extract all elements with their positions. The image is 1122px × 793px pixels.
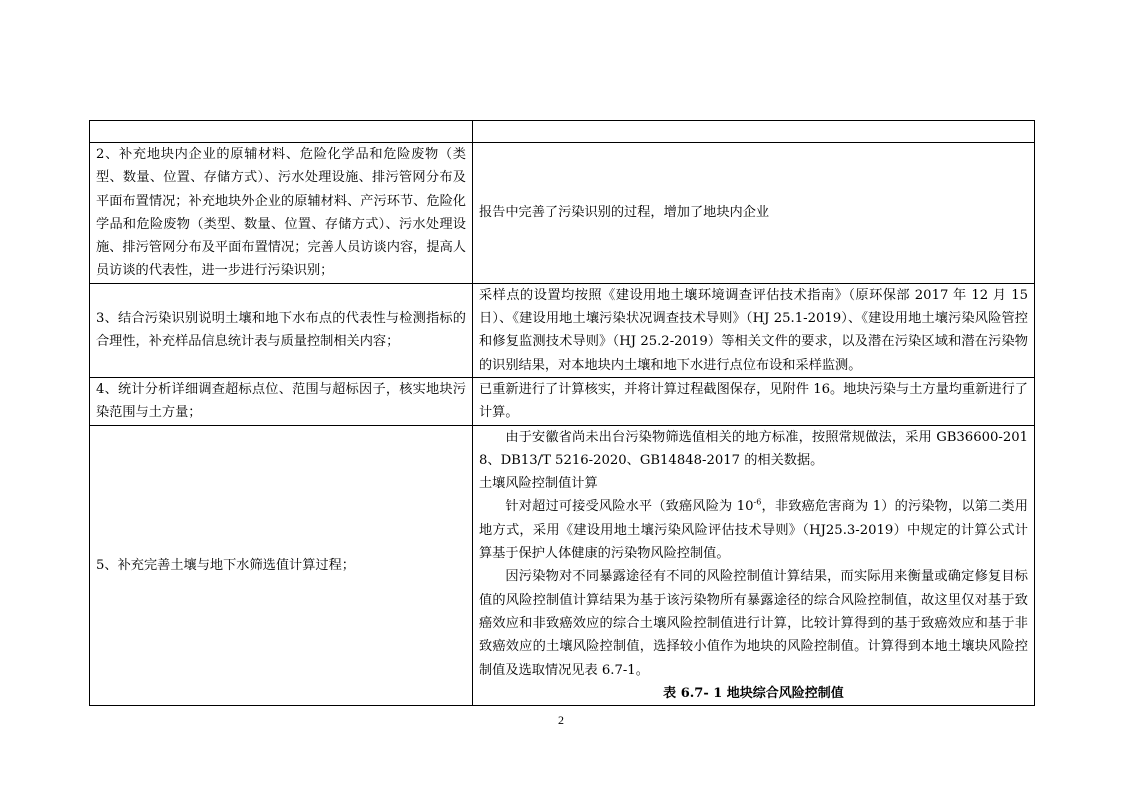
comment-cell [90, 425, 473, 706]
comment-text: 5、补充完善土壤与地下水筛选值计算过程； [96, 557, 355, 573]
table-caption: 表 6.7- 1 地块综合风险控制值 [663, 685, 844, 701]
table-row [90, 121, 1035, 143]
table-row [90, 377, 1035, 425]
response-text: ，非致癌危害商为 1）的污染物，以第二类用地方式，采用《建设用地土壤污染风险评估技术导则》（HJ25.3-2019）中规定的计算公式计算基于保护人体健康的污染物风险控制值。 [479, 499, 1028, 562]
comment-text: 2、补充地块内企业的原辅材料、危险化学品和危险废物（类型、数量、位置、存储方式）、污水处理设施、排污管网分布及平面布置情况；补充地块外企业的原辅材料、产污环节、危险化学品和危险废物（类型、数量、位置、存储方式）、污水处理设施、排污管网分布及平面布置情况；完善人员访谈内容，提高人员访谈的代表性，进一步进行污染识别； [96, 147, 466, 279]
comment-cell [90, 283, 473, 377]
response-paragraph: 因污染物对不同暴露途径有不同的风险控制值计算结果，而实际用来衡量或确定修复目标值的风险控制值计算结果为基于该污染物所有暴露途径的综合风险控制值，故这里仅对基于致癌效应和非致癌效应的综合土壤风险控制值进行计算，比较计算得到的基于致癌效应和基于非致癌效应的土壤风险控制值，选择较小值作为地块的风险控制值。计算得到本地土壤块风险控制值及选取情况见表 6.7-1。 [479, 569, 1028, 678]
response-text: 报告中完善了污染识别的过程，增加了地块内企业 [479, 205, 770, 221]
response-text: 采样点的设置均按照《建设用地土壤环境调查评估技术指南》（原环保部 2017 年 12 月 15 日）、《建设用地土壤污染状况调查技术导则》（HJ 25.1-2019）、《建设用地土壤污染风险管控和修复监测技术导则》（HJ 25.2-2019）等相关文件的要求，以及潜在污染区域和潜在污染物的识别结果，对本地块内土壤和地下水进行点位布设和采样监测。 [479, 287, 1028, 373]
response-cell [473, 377, 1035, 425]
table-row [90, 283, 1035, 377]
response-cell [473, 283, 1035, 377]
review-response-table [89, 120, 1035, 706]
table-row [90, 425, 1035, 706]
page-number: 2 [558, 713, 564, 727]
table-row [90, 143, 1035, 284]
comment-cell [90, 377, 473, 425]
response-cell [473, 121, 1035, 143]
comment-cell [90, 143, 473, 284]
comment-cell [90, 121, 473, 143]
exponent: -6 [753, 498, 762, 508]
response-paragraph: 由于安徽省尚未出台污染物筛选值相关的地方标准，按照常规做法，采用 GB36600-2018、DB13/T 5216-2020、GB14848-2017 的相关数据。 [479, 429, 1028, 468]
comment-text: 3、结合污染识别说明土壤和地下水布点的代表性与检测指标的合理性，补充样品信息统计表与质量控制相关内容； [96, 311, 466, 350]
response-subheading: 土壤风险控制值计算 [479, 476, 598, 492]
response-paragraph [479, 495, 1028, 565]
comment-text: 4、统计分析详细调查超标点位、范围与超标因子，核实地块污染范围与土方量； [96, 381, 466, 421]
response-text: 已重新进行了计算核实，并将计算过程截图保存，见附件 16。地块污染与土方量均重新进行了计算。 [479, 381, 1028, 421]
response-cell [473, 143, 1035, 284]
response-cell [473, 425, 1035, 706]
response-text: 针对超过可接受风险水平（致癌风险为 10 [505, 499, 754, 515]
